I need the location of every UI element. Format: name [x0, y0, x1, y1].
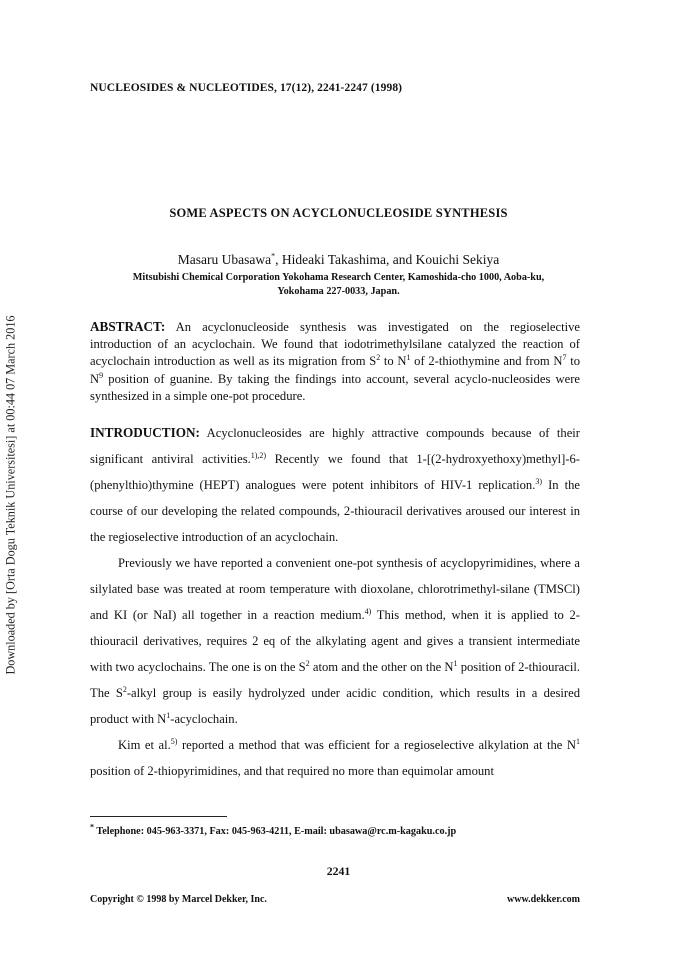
footnote-mark: * — [90, 822, 94, 832]
abstract-text: of 2-thiothymine and from N — [410, 354, 563, 369]
affiliation-line: Yokohama 227-0033, Japan. — [277, 286, 400, 297]
abstract-label: ABSTRACT: — [90, 319, 166, 334]
paragraph-text: Acyclonucleosides are highly attractive compounds because of their significant antiviral activities. — [90, 426, 580, 466]
citation-ref: 1),2) — [250, 450, 267, 460]
abstract-text: position of guanine. By taking the findings into account, several acyclo-nucleosides were synthesized in a simple one-pot procedure. — [90, 371, 580, 403]
download-watermark-text: Downloaded by [Orta Dogu Teknik Universitesi] at 00:44 07 March 2016 — [3, 315, 18, 675]
page-number: 2241 — [326, 864, 351, 878]
superscript: 1 — [576, 736, 580, 746]
publisher-website: www.dekker.com — [507, 894, 580, 905]
abstract — [90, 318, 580, 405]
citation-ref: 3) — [535, 476, 543, 486]
paragraph-text: position of 2-thiouracil. The S — [90, 660, 580, 700]
affiliation-line: Mitsubishi Chemical Corporation Yokohama Research Center, Kamoshida-cho 1000, Aoba-ku, — [132, 272, 545, 283]
introduction-paragraph — [90, 420, 580, 550]
body-text — [90, 420, 580, 784]
paragraph-text: In the course of our developing the related compounds, 2-thiouracil derivatives aroused our interest in the regioselective introduction of an acyclochain. — [90, 478, 580, 544]
superscript: 1 — [166, 710, 171, 720]
paragraph-text: position of 2-thiopyrimidines, and that required no more than equimolar amount — [90, 764, 494, 778]
superscript: 2 — [122, 684, 127, 694]
footnote — [90, 822, 457, 837]
body-paragraph — [90, 550, 580, 732]
affiliation — [100, 271, 577, 299]
body-paragraph — [90, 732, 580, 784]
copyright-notice: Copyright © 1998 by Marcel Dekker, Inc. — [90, 894, 267, 905]
paragraph-text: reported a method that was efficient for a regioselective alkylation at the N — [177, 738, 576, 752]
abstract-text: to N — [380, 354, 407, 369]
corresponding-author-mark: * — [271, 251, 276, 261]
citation-ref: 4) — [364, 606, 372, 616]
citation-ref: 5) — [170, 736, 178, 746]
superscript: 1 — [453, 658, 458, 668]
paragraph-text: atom and the other on the N — [309, 660, 454, 674]
paragraph-text: -acyclochain. — [170, 712, 238, 726]
author-name: Masaru Ubasawa — [177, 252, 272, 267]
paragraph-text: Previously we have reported a convenient one-pot synthesis of acyclopyrimidines, where a silylated base was treated at room temperature with dioxolane, chlorotrimethyl-silane (TMSCl) and KI (or NaI) all together in a reaction medium. — [90, 556, 580, 622]
paragraph-text: -alkyl group is easily hydrolyzed under acidic condition, which results in a desired product with N — [90, 686, 580, 726]
footnote-text: Telephone: 045-963-3371, Fax: 045-963-4211, E-mail: ubasawa@rc.m-kagaku.co.jp — [94, 826, 457, 837]
author-list — [0, 252, 677, 268]
abstract-text: An acyclonucleoside synthesis was investigated on the regioselective introduction of an acyclochain. We found that iodotrimethylsilane catalyzed the reaction of acyclochain introduction as well as its migration from S — [90, 320, 580, 369]
superscript: 1 — [406, 353, 411, 363]
paragraph-text: Kim et al. — [118, 738, 171, 752]
journal-header: NUCLEOSIDES & NUCLEOTIDES, 17(12), 2241-2247 (1998) — [90, 82, 403, 94]
superscript: 9 — [99, 370, 104, 380]
superscript: 2 — [305, 658, 310, 668]
superscript: 7 — [562, 353, 567, 363]
paragraph-text: This method, when it is applied to 2-thiouracil derivatives, requires 2 eq of the alkylating agent and gives a transient intermediate with two acyclochains. The one is on the S — [90, 608, 580, 674]
footnote-divider — [90, 816, 227, 817]
paragraph-text: Recently we found that 1-[(2-hydroxyethoxy)methyl]-6-(phenylthio)thymine (HEPT) analogues were potent inhibitors of HIV-1 replication. — [90, 452, 580, 492]
author-names-rest: , Hideaki Takashima, and Kouichi Sekiya — [275, 252, 500, 267]
paper-title: SOME ASPECTS ON ACYCLONUCLEOSIDE SYNTHESIS — [169, 206, 508, 220]
download-watermark — [2, 300, 20, 690]
introduction-label: INTRODUCTION: — [90, 425, 200, 440]
superscript: 2 — [376, 353, 381, 363]
abstract-text: to N — [90, 354, 580, 386]
